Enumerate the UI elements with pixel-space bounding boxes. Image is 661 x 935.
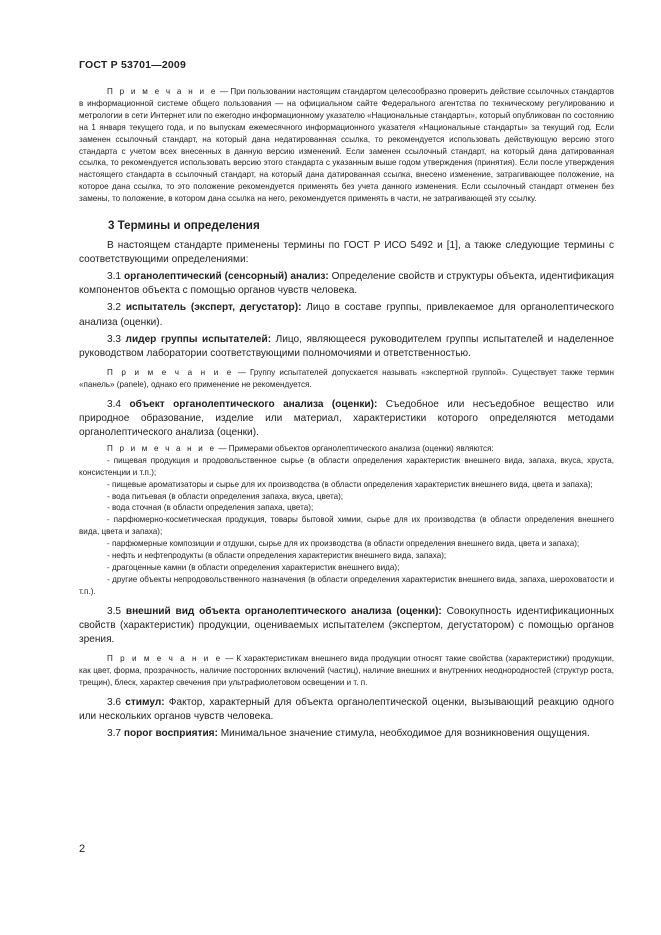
list-item: - вода сточная (в области определения запаха, цвета); <box>107 503 314 513</box>
page-number: 2 <box>79 843 86 855</box>
intro-note <box>79 86 614 205</box>
page-content <box>79 86 614 741</box>
note-text: — Примерами объектов органолептического анализа (оценки) являются: <box>216 443 494 453</box>
document-header: ГОСТ Р 53701—2009 <box>79 59 187 71</box>
term-number: 3.2 <box>107 302 122 314</box>
list-item: - другие объекты непродовольственного назначения (в области определения характеристик внешнего вида, запаха, шероховатости и т.п.). <box>79 574 614 596</box>
list-item: - пищевые ароматизаторы и сырье для их производства (в области определения характеристик внешнего вида, цвета и запаха); <box>107 479 593 489</box>
note-label: П р и м е ч а н и е <box>107 443 217 453</box>
term-name: стимул: <box>125 696 165 708</box>
term-definition: Определение свойств и структуры объекта, идентификация компонентов объекта с помощью органов чувств человека. <box>79 271 614 297</box>
term-definition: Минимальное значение стимула, необходимое для возникновения ощущения. <box>217 727 590 739</box>
list-item: - парфюмерно-косметическая продукция, товары бытовой химии, сырье для их производства (в области определения внешнего вида, цвета и запаха); <box>79 515 614 537</box>
term-name: порог восприятия: <box>123 727 218 739</box>
term-number: 3.4 <box>107 398 122 410</box>
term-3-3 <box>79 333 614 361</box>
note-3-4 <box>79 443 614 598</box>
note-text: — Группу испытателей допускается называть «экспертной группой». Существует также термин «панель» (panele), однако его применение не рекомендуется. <box>79 367 614 389</box>
note-3-5 <box>79 653 614 689</box>
term-3-5 <box>79 605 614 647</box>
note-label: П р и м е ч а н и е <box>107 87 218 96</box>
term-name: органолептический (сенсорный) анализ: <box>123 271 329 283</box>
intro-note-text: — При пользовании настоящим стандартом целесообразно проверить действие ссылочных стандартов в информационной системе общего пользования — на официальном сайте Федерального агентства по техническому регулированию и метрологии в сети Интернет или по ежегодно информационному указателю «Национальные стандарты», который опубликован по состоянию на 1 января текущего года, и по выпускам ежемесячного информационного указателя «Национальные стандарты» за текущий год. Если заменен ссылочный стандарт, на который дана недатированная ссылка, то рекомендуется использовать действующую версию этого стандарта с учетом всех внесенных в данную версию изменений. Если заменен ссылочный стандарт, на который дана датированная ссылка, то рекомендуется использовать версию этого стандарта с указанным выше годом утверждения (принятия). Если после утверждения настоящего стандарта в ссылочный стандарт, на который дана датированная ссылка, внесено изменение, затрагивающее положение, на которое дана ссылка, то это положение рекомендуется применять без учета данного изменения. Если ссылочный стандарт отменен без замены, то положение, в котором дана ссылка на него, рекомендуется применять в части, не затрагивающей эту ссылку. <box>79 87 615 204</box>
term-definition: Лицо, являющееся руководителем группы испытателей и наделенное руководством лаборатории соответствующими полномочиями и ответственностью. <box>79 333 615 359</box>
term-definition: Совокупность идентификационных свойств (характеристик) продукции, оцениваемых испытателем (экспертом, дегустатором) с помощью органов зрения. <box>79 605 614 645</box>
note-intro <box>79 443 614 455</box>
note-label: П р и м е ч а н и е <box>107 367 234 377</box>
list-item: - парфюмерные композиции и отдушки, сырье для их производства (в области определения внешнего вида, цвета и запаха); <box>107 539 580 549</box>
term-3-2 <box>79 301 614 329</box>
note-3-3 <box>79 367 614 391</box>
list-item: - вода питьевая (в области определения запаха, вкуса, цвета); <box>107 491 344 501</box>
term-3-6 <box>79 696 614 724</box>
term-definition: Лицо в составе группы, привлекаемое для органолептического анализа (оценки). <box>79 302 614 328</box>
term-name: объект органолептического анализа (оценки): <box>129 398 378 410</box>
term-3-4 <box>79 398 614 440</box>
note-label: П р и м е ч а н и е <box>107 653 223 663</box>
term-number: 3.7 <box>107 727 122 739</box>
list-item: - пищевая продукция и продовольственное сырье (в области определения характеристик внешнего вида, запаха, вкуса, хруста, консистенции и т.п.); <box>79 455 614 477</box>
section-title: 3 Термины и определения <box>108 219 260 233</box>
term-definition: Фактор, характерный для объекта органолептической оценки, вызывающий реакцию одного или нескольких органов чувств человека. <box>79 696 614 722</box>
term-name: лидер группы испытателей: <box>125 333 272 345</box>
list-item: - нефть и нефтепродукты (в области определения характеристик внешнего вида, запаха); <box>107 551 447 561</box>
term-number: 3.5 <box>107 605 122 617</box>
section-intro: В настоящем стандарте применены термины по ГОСТ Р ИСО 5492 и [1], а также следующие термины с соответствующими определениями: <box>79 240 614 266</box>
term-number: 3.1 <box>107 271 122 283</box>
term-definition: Съедобное или несъедобное вещество или природное образование, изделие или материал, характеристики которого определяются методами органолептического анализа (оценки). <box>79 398 614 438</box>
list-item: - драгоценные камни (в области определения характеристик внешнего вида); <box>107 562 400 572</box>
term-name: испытатель (эксперт, дегустатор): <box>125 302 302 314</box>
term-name: внешний вид объекта органолептического анализа (оценки): <box>125 605 442 617</box>
term-number: 3.3 <box>107 333 122 345</box>
term-3-7 <box>79 727 614 741</box>
term-3-1 <box>79 270 614 298</box>
note-text: — К характеристикам внешнего вида продукции относят такие свойства (характеристики) продукции, как цвет, форма, прозрачность, наличие посторонних включений (частиц), наличие внешних и внутренних неоднородностей (структур роста, трещин), блеск, характер свечения при ультрафиолетовом освещении и т. п. <box>79 653 614 687</box>
term-number: 3.6 <box>107 696 122 708</box>
